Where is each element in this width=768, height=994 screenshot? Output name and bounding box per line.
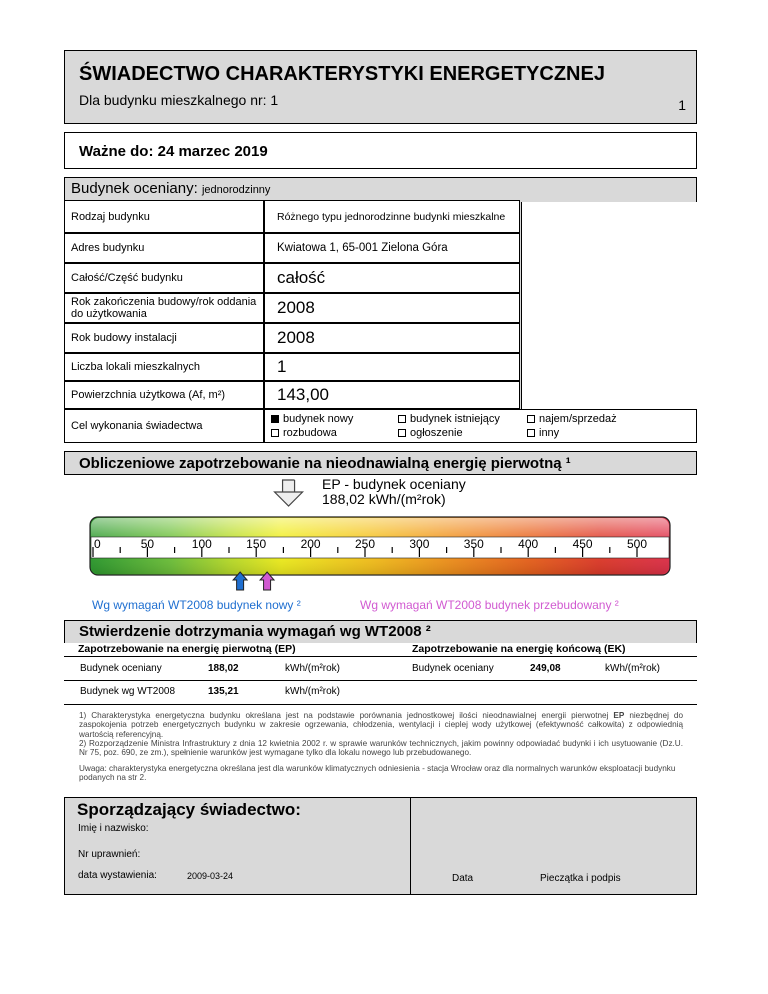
purpose-option-new[interactable]: budynek nowy: [271, 413, 353, 425]
energy-section-title: Obliczeniowe zapotrzebowanie na nieodnawialną energię pierwotną ¹: [79, 455, 571, 472]
validity-box: [64, 132, 697, 169]
building-row-value: 2008: [264, 293, 520, 323]
purpose-option-extension[interactable]: rozbudowa: [271, 427, 337, 439]
purpose-option-rent-sale[interactable]: najem/sprzedaż: [527, 413, 617, 425]
issuer-section: [64, 797, 697, 895]
purpose-option-announcement[interactable]: ogłoszenie: [398, 427, 463, 439]
ek-header: Zapotrzebowanie na energię końcową (EK): [412, 643, 626, 655]
document-title: ŚWIADECTWO CHARAKTERYSTYKI ENERGETYCZNEJ: [79, 63, 605, 85]
building-row-label: Rodzaj budynku: [64, 200, 264, 233]
building-row-label: Rok zakończenia budowy/rok oddania do użytkowania: [64, 293, 264, 323]
scale-tick-label: 500: [626, 537, 648, 551]
energy-section-header: [64, 451, 697, 475]
issuer-section-title: Sporządzający świadectwo:: [77, 800, 301, 819]
ep-row-value: 188,02: [208, 663, 239, 674]
building-row-label: Adres budynku: [64, 233, 264, 263]
stamp-signature-label: Pieczątka i podpis: [540, 873, 621, 884]
scale-tick-label: 150: [246, 537, 267, 551]
ep-label: EP - budynek oceniany: [322, 476, 466, 492]
purpose-options: [264, 409, 697, 443]
footnote-note: Uwaga: charakterystyka energetyczna określana jest dla warunków klimatycznych odniesienia - stacja Wrocław oraz dla normalnych warunków eksploatacji budynku podanych na str 2.: [79, 764, 676, 783]
ek-row-label: Budynek oceniany: [412, 663, 494, 674]
ep-marker-arrow: [275, 480, 303, 506]
issue-date-label: data wystawienia:: [78, 870, 157, 881]
purpose-option-existing[interactable]: budynek istniejący: [398, 413, 500, 425]
issuer-name-label: Imię i nazwisko:: [78, 823, 149, 834]
building-row-value: 143,00: [264, 381, 520, 409]
ek-row-unit: kWh/(m²rok): [605, 663, 660, 674]
building-row-value: Kwiatowa 1, 65-001 Zielona Góra: [264, 233, 520, 263]
ep-header: Zapotrzebowanie na energię pierwotną (EP): [78, 643, 296, 655]
building-row-label: Powierzchnia użytkowa (Af, m²): [64, 381, 264, 409]
checkbox-icon[interactable]: [527, 415, 535, 423]
checkbox-checked-icon[interactable]: [271, 415, 279, 423]
scale-tick-label: 300: [409, 537, 430, 551]
scale-tick-label: 400: [518, 537, 539, 551]
checkbox-icon[interactable]: [398, 429, 406, 437]
footnote-1: 1) Charakterystyka energetyczna budynku określana jest na podstawie porównania jednostkowej ilości nieodnawialnej energii pierwotnej EP niezbędnej do zaspokojenia potrzeb energetycznych budynku w zakresie ogrzewania, chłodzenia, wentylacji i cieplej wody użytkowej (efektywność całkowita) z odpowiednią wartością referencyjną.: [79, 711, 684, 739]
building-row-value: całość: [264, 263, 520, 293]
legend-new-building: Wg wymagań WT2008 budynek nowy ²: [92, 598, 301, 612]
building-section-title: Budynek oceniany: jednorodzinny: [71, 180, 271, 197]
building-row-value: 1: [264, 353, 520, 381]
scale-tick-label: 50: [140, 537, 155, 551]
signature-date-label: Data: [452, 873, 474, 884]
checkbox-icon[interactable]: [527, 429, 535, 437]
document-subtitle: Dla budynku mieszkalnego nr: 1: [79, 92, 279, 108]
building-type: jednorodzinny: [201, 184, 271, 196]
validity-date: Ważne do: 24 marzec 2019: [79, 143, 268, 160]
building-row-label: Całość/Część budynku: [64, 263, 264, 293]
certificate-header: [64, 50, 697, 124]
compliance-section-title: Stwierdzenie dotrzymania wymagań wg WT2008 ²: [79, 623, 431, 640]
ek-row-value: 249,08: [530, 663, 561, 674]
building-row-value: 2008: [264, 323, 520, 353]
scale-tick-label: 250: [354, 537, 376, 551]
checkbox-icon[interactable]: [271, 429, 279, 437]
scale-tick-label: 0: [94, 537, 101, 551]
scale-tick-label: 100: [191, 537, 212, 551]
building-row-label: Rok budowy instalacji: [64, 323, 264, 353]
ep-row-value: 135,21: [208, 686, 239, 697]
scale-tick-label: 350: [463, 537, 484, 551]
ep-row-unit: kWh/(m²rok): [285, 663, 340, 674]
ep-row-label: Budynek oceniany: [80, 663, 162, 674]
ep-row-unit: kWh/(m²rok): [285, 686, 340, 697]
photo-placeholder: [521, 202, 697, 441]
issuer-license-label: Nr uprawnień:: [78, 849, 141, 860]
purpose-label: Cel wykonania świadectwa: [64, 409, 264, 443]
compliance-section-header: [64, 620, 697, 643]
checkbox-icon[interactable]: [398, 415, 406, 423]
footnote-2: 2) Rozporządzenie Ministra Infrastruktury z dnia 12 kwietnia 2002 r. w sprawie warunków technicznych, jakim powinny odpowiadać budynki i ich usytuowanie (Dz.U. Nr 75, poz. 690, ze zm.), spełnienie warunków jest wymagane tylko dla lokalu nowego lub przebudowanego.: [79, 739, 683, 758]
legend-rebuilt-building: Wg wymagań WT2008 budynek przebudowany ²: [360, 598, 619, 612]
page-number: 1: [678, 97, 686, 113]
scale-tick-label: 200: [300, 537, 321, 551]
purpose-option-other[interactable]: inny: [527, 427, 559, 439]
ep-row-label: Budynek wg WT2008: [80, 686, 176, 697]
ep-value: 188,02 kWh/(m²rok): [322, 491, 446, 507]
building-row-value: Różnego typu jednorodzinne budynki mieszkalne: [264, 200, 520, 233]
issue-date-value: 2009-03-24: [187, 871, 234, 881]
building-row-label: Liczba lokali mieszkalnych: [64, 353, 264, 381]
scale-tick-label: 450: [572, 537, 593, 551]
